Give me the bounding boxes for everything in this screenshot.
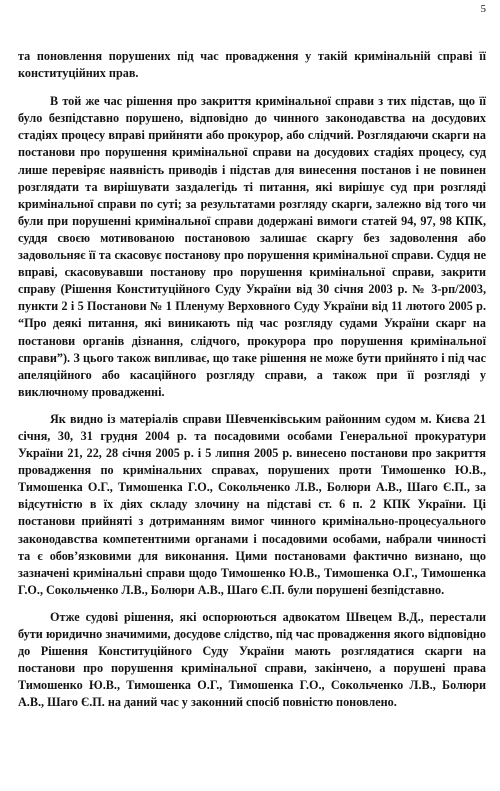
paragraph-conclusion: Отже судові рішення, які оспорюються адвокатом Швецем В.Д., перестали бути юридично значимими, досудове слідство, під час провадження якого відповідно до Рішення Конституційного Суду України мають розглядатися скарги на постанови про порушення кримінальної справи, закінчено, а порушені права Тимошенко Ю.В., Тимошенка О.Г., Тимошенка Г.О., Сокольченко Л.В., Болюри А.В., Шаго Є.П. на даний час у законний спосіб повністю поновлено. (18, 609, 486, 710)
paragraph-closing-decision: В той же час рішення про закриття кримінальної справи з тих підстав, що її було безпідставно порушено, відповідно до чинного законодавства на досудових стадіях процесу вправі прийняти або прокурор, або слідчий. Розглядаючи скарги на постанови про порушення кримінальної справи на досудових стадіях процесу, суд лише перевіряє наявність приводів і підстав для винесення постанов і не повинен розглядати та вирішувати заздалегідь ті питання, які вирішує суд при розгляді кримінальної справи по суті; за результатами розгляду скарги, залежно від того чи були при порушенні кримінальної справи додержані вимоги статей 94, 97, 98 КПК, суддя своєю мотивованою постановою залишає скаргу без задоволення або задовольняє її та скасовує постанову про порушення кримінальної справи. Судця не вправі, скасовувавши постанову про порушення кримінальної справи, закрити справу (Рішення Конституційного Суду України від 30 січня 2003 р. № 3-рп/2003, пункти 2 і 5 Постанови № 1 Пленуму Верховного Суду України від 11 лютого 2005 р. “Про деякі питання, які виникають під час розгляду судами України скарг на постанови органів дізнання, слідчого, прокурора про порушення кримінальної справи”). З цього також випливає, що таке рішення не може бути прийнято і під час апеляційного або касаційного розгляду справи, а також при її розгляді у виключному провадженні. (18, 94, 486, 399)
paragraph-continuation: та поновлення порушених під час провадження у такій кримінальній справі її конституційних прав. (18, 49, 486, 81)
paragraph-case-materials: Як видно із матеріалів справи Шевченківським районним судом м. Києва 21 січня, 30, 31 грудня 2004 р. та посадовими особами Генеральної прокуратури України 21, 22, 28 січня 2005 р. і 5 липня 2005 р. винесено постанови про закриття провадження по кримінальних справах, порушених проти Тимошенко Ю.В., Тимошенка О.Г., Тимошенка Г.О., Сокольченко Л.В., Болюри А.В., Шаго Є.П., за відсутністю в їх діях складу злочину на підставі ст. 6 п. 2 КПК України. Ці постанови прийняті з дотриманням вимог чинного кримінально-процесуального законодавства компетентними органами і посадовими особами, набрали чинності та є обов’язковими для виконання. Цими постановами фактично визнано, що зазначені кримінальні справи щодо Тимошенко Ю.В., Тимошенка О.Г., Тимошенка Г.О., Сокольченко Л.В., Болюри А.В., Шаго Є.П. були порушені безпідставно. (18, 411, 486, 597)
page-number: 5 (480, 3, 486, 15)
